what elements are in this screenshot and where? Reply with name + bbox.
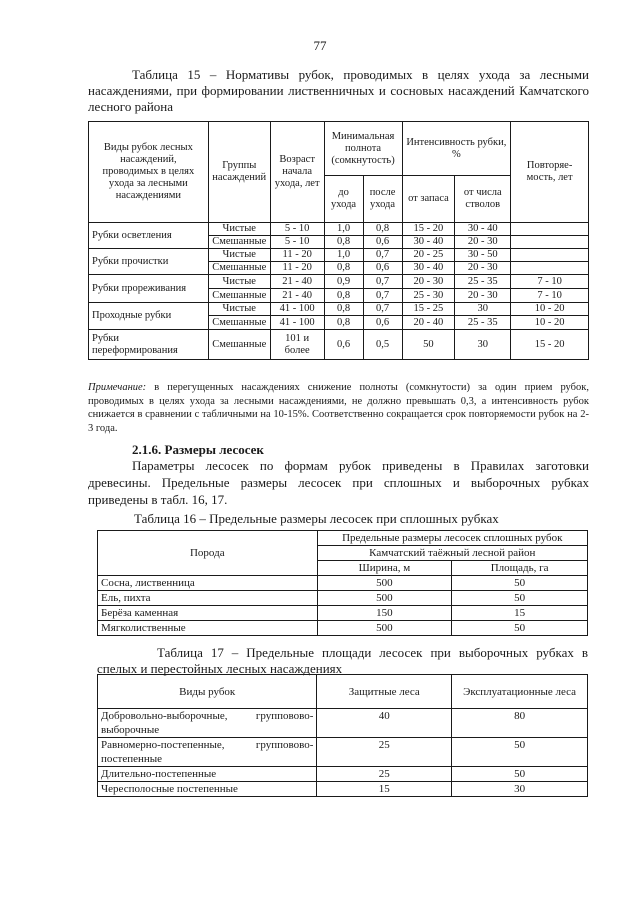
t15-before: 0,8 [324,236,363,249]
t17-type: Равномерно-постепенные, групповово-постепенные [98,738,317,767]
t15-stock: 50 [402,330,455,360]
t15-group: Смешанные [208,289,270,303]
t16-header-region: Камчатский таёжный лесной район [317,546,587,561]
t15-age: 5 - 10 [270,223,324,236]
t16-row [98,591,588,606]
section-paragraph: Параметры лесосек по формам рубок приведены в Правилах заготовки древесины. Предельные размеры лесосек при сплошных и выборочных рубках приведены в табл. 16, 17. [88,458,589,507]
t16-width: 500 [317,576,452,591]
t17-type: Чересполосные постепенные [98,782,317,797]
t15-after: 0,6 [363,316,402,330]
t15-type: Проходные рубки [89,303,209,330]
t16-row [98,576,588,591]
t17-exploitation: 80 [452,709,588,738]
t17-exploitation: 50 [452,767,588,782]
t15-repeat [511,249,589,262]
t17-type: Добровольно-выборочные, групповово-выборочные [98,709,317,738]
t15-before: 0,8 [324,262,363,275]
t15-repeat: 15 - 20 [511,330,589,360]
t17-protective: 40 [317,709,452,738]
table15-caption: Таблица 15 – Нормативы рубок, проводимых в целях ухода за лесными насаждениями, при формировании лиственничных и сосновых насаждений Камчатского лесного района [88,67,589,114]
t15-group: Смешанные [208,316,270,330]
note-label: Примечание: [88,382,147,393]
t15-stock: 30 - 40 [402,236,455,249]
t15-type: Рубки осветления [89,223,209,249]
t15-stock: 30 - 40 [402,262,455,275]
t16-area: 50 [452,621,588,636]
table17 [97,674,588,797]
t15-age: 21 - 40 [270,289,324,303]
t17-row [98,782,588,797]
t15-row [89,275,589,289]
t15-after: 0,7 [363,249,402,262]
t15-before: 0,6 [324,330,363,360]
t16-width: 500 [317,591,452,606]
t15-group: Чистые [208,303,270,316]
t15-age: 11 - 20 [270,249,324,262]
t15-repeat [511,223,589,236]
t17-protective: 25 [317,738,452,767]
t15-before: 1,0 [324,223,363,236]
t16-body [98,576,588,636]
t17-exploitation: 30 [452,782,588,797]
t15-header-stock: от запаса [402,176,455,223]
t16-width: 500 [317,621,452,636]
t16-species: Ель, пихта [98,591,318,606]
table16-caption: Таблица 16 – Предельные размеры лесосек при сплошных рубках [134,511,499,526]
t17-header-exploitation: Эксплуатационные леса [452,675,588,709]
t15-header-before: до ухода [324,176,363,223]
t15-stock: 15 - 25 [402,303,455,316]
t17-protective: 25 [317,767,452,782]
t15-repeat: 10 - 20 [511,316,589,330]
t16-species: Сосна, лиственница [98,576,318,591]
t17-exploitation: 50 [452,738,588,767]
t15-before: 0,8 [324,316,363,330]
t15-after: 0,6 [363,262,402,275]
t16-area: 50 [452,576,588,591]
table17-caption: Таблица 17 – Предельные площади лесосек при выборочных рубках в спелых и перестойных лесных насаждениях [97,645,588,676]
t15-before: 0,8 [324,303,363,316]
t16-header-limits: Предельные размеры лесосек сплошных рубок [317,531,587,546]
table15-note [88,381,589,435]
table15 [88,121,589,360]
t15-stock: 20 - 25 [402,249,455,262]
section-heading: 2.1.6. Размеры лесосек [132,442,264,457]
t15-age: 21 - 40 [270,275,324,289]
t15-repeat [511,236,589,249]
t15-count: 20 - 30 [455,236,511,249]
t15-repeat: 10 - 20 [511,303,589,316]
t15-age: 101 и более [270,330,324,360]
t15-count: 20 - 30 [455,289,511,303]
t16-header-width: Ширина, м [317,561,452,576]
t15-header-count: от числа стволов [455,176,511,223]
t15-stock: 20 - 40 [402,316,455,330]
t15-repeat: 7 - 10 [511,289,589,303]
t15-stock: 25 - 30 [402,289,455,303]
t16-area: 15 [452,606,588,621]
t15-after: 0,7 [363,303,402,316]
t15-age: 41 - 100 [270,303,324,316]
t15-stock: 20 - 30 [402,275,455,289]
t16-header-area: Площадь, га [452,561,588,576]
table16 [97,530,588,636]
t15-group: Смешанные [208,330,270,360]
t15-repeat [511,262,589,275]
t15-header-group: Группы насаждений [208,122,270,223]
t15-row [89,249,589,262]
t15-after: 0,7 [363,289,402,303]
t15-type: Рубки прореживания [89,275,209,303]
page-number: 77 [313,38,327,53]
t15-group: Чистые [208,249,270,262]
t17-body [98,709,588,797]
t16-species: Берёза каменная [98,606,318,621]
t17-row [98,738,588,767]
t16-width: 150 [317,606,452,621]
t15-count: 25 - 35 [455,275,511,289]
t15-after: 0,7 [363,275,402,289]
t16-species: Мягколиственные [98,621,318,636]
t16-area: 50 [452,591,588,606]
t15-age: 41 - 100 [270,316,324,330]
t15-stock: 15 - 20 [402,223,455,236]
t15-header-intensity: Интенсивность рубки, % [402,122,511,176]
t17-header-type: Виды рубок [98,675,317,709]
t15-before: 0,8 [324,289,363,303]
note-text: в перегущенных насаждениях снижение полноты (сомкнутости) за один прием рубок, проводимых в целях ухода за лесными насаждениями, не должно превышать 0,3, а интенсивность рубок снижается в сравнении с табличными на 10-15%. Соответственно сокращается срок повторяемости рубок на 2-3 года. [88,382,589,434]
t15-row [89,330,589,360]
t15-count: 20 - 30 [455,262,511,275]
t15-after: 0,5 [363,330,402,360]
t15-before: 0,9 [324,275,363,289]
t15-header-after: после ухода [363,176,402,223]
t16-row [98,621,588,636]
t15-count: 25 - 35 [455,316,511,330]
t17-header-protective: Защитные леса [317,675,452,709]
t15-group: Чистые [208,223,270,236]
t17-protective: 15 [317,782,452,797]
t15-age: 5 - 10 [270,236,324,249]
t17-type: Длительно-постепенные [98,767,317,782]
t15-after: 0,6 [363,236,402,249]
t15-count: 30 - 40 [455,223,511,236]
t17-row [98,767,588,782]
t16-row [98,606,588,621]
t16-header-species: Порода [98,531,318,576]
t15-row [89,223,589,236]
t15-header-repeat: Повторяе-мость, лет [511,122,589,223]
t15-header-type: Виды рубок лесных насаждений, проводимых в целях ухода за лесными насаждениями [89,122,209,223]
t15-body [89,223,589,360]
t15-group: Смешанные [208,236,270,249]
t15-header-density: Минимальная полнота (сомкнутость) [324,122,402,176]
t15-after: 0,8 [363,223,402,236]
t15-header-age: Возраст начала ухода, лет [270,122,324,223]
t15-row [89,303,589,316]
t15-repeat: 7 - 10 [511,275,589,289]
t15-count: 30 - 50 [455,249,511,262]
t15-age: 11 - 20 [270,262,324,275]
t17-row [98,709,588,738]
t15-type: Рубки прочистки [89,249,209,275]
t15-before: 1,0 [324,249,363,262]
t15-group: Чистые [208,275,270,289]
t15-count: 30 [455,330,511,360]
t15-type: Рубки переформирования [89,330,209,360]
t15-group: Смешанные [208,262,270,275]
t15-count: 30 [455,303,511,316]
